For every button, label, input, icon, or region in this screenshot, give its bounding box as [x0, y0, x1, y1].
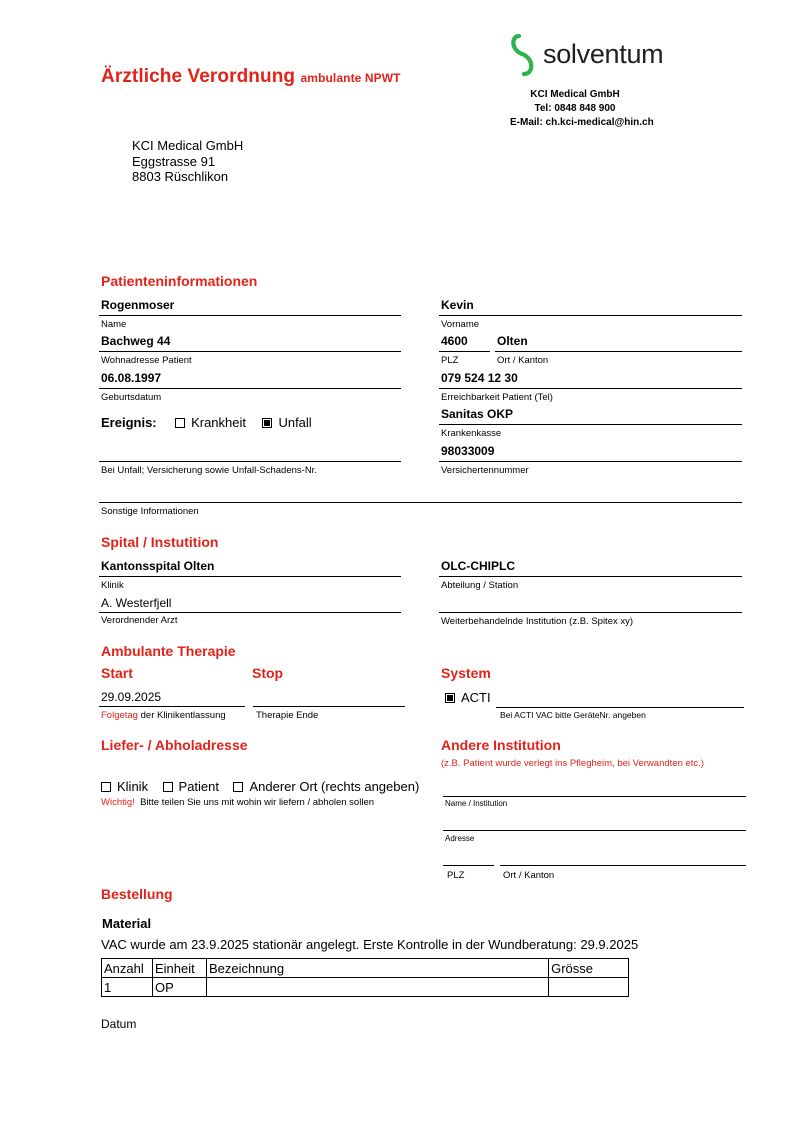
- table-header: Grösse: [549, 959, 629, 978]
- company-email: E-Mail: ch.kci-medical@hin.ch: [510, 117, 654, 128]
- option-label: Unfall: [278, 415, 312, 430]
- label-name: Name: [101, 319, 127, 330]
- label-institution-plz: PLZ: [447, 870, 465, 881]
- label-phone: Erreichbarkeit Patient (Tel): [441, 392, 553, 403]
- label-institution-name: Name / Institution: [445, 799, 508, 808]
- label-address: Wohnadresse Patient: [101, 355, 192, 366]
- order-note: VAC wurde am 23.9.2025 stationär angelegt. Erste Kontrolle in der Wundberatung: 29.9.2025: [101, 937, 639, 952]
- patient-insurer: Sanitas OKP: [441, 407, 514, 421]
- table-header: Anzahl: [102, 959, 153, 978]
- delivery-options: [101, 778, 419, 796]
- section-hospital: Spital / Instutition: [101, 534, 219, 550]
- delivery-option-klinik[interactable]: [101, 779, 148, 794]
- checkbox-icon[interactable]: [101, 782, 111, 792]
- label-institution-city: Ort / Kanton: [503, 870, 555, 881]
- patient-plz: 4600: [441, 334, 468, 348]
- label-stop-caption: Therapie Ende: [256, 710, 319, 721]
- solventum-logo: [508, 33, 688, 79]
- checkbox-icon[interactable]: [233, 782, 243, 792]
- section-patient: Patienteninformationen: [101, 273, 258, 289]
- label-clinic: Klinik: [101, 580, 124, 591]
- company-tel: Tel: 0848 848 900: [534, 103, 616, 114]
- event-row: [101, 414, 312, 432]
- table-cell: OP: [152, 978, 206, 997]
- option-label: Klinik: [117, 779, 149, 794]
- label-follow-institution: Weiterbehandelnde Institution (z.B. Spitex xy): [441, 616, 634, 627]
- checkbox-checked-icon[interactable]: [262, 418, 272, 428]
- start-caption-red: Folgetag: [101, 710, 138, 721]
- delivery-option-patient[interactable]: [163, 779, 219, 794]
- patient-last-name: Rogenmoser: [101, 298, 175, 312]
- label-doctor: Verordnender Arzt: [101, 615, 178, 626]
- recipient-name: KCI Medical GmbH: [132, 138, 244, 153]
- recipient-address: [132, 138, 243, 185]
- section-delivery: Liefer- / Abholadresse: [101, 737, 248, 753]
- table-header-row: [102, 959, 629, 978]
- patient-phone: 079 524 12 30: [441, 371, 518, 385]
- label-start: Start: [101, 665, 133, 681]
- hospital-clinic: Kantonsspital Olten: [101, 559, 215, 573]
- other-institution-note: (z.B. Patient wurde verlegt ins Pflegheim, bei Verwandten etc.): [441, 758, 704, 769]
- material-label: Material: [102, 916, 152, 931]
- company-name: KCI Medical GmbH: [530, 89, 620, 100]
- event-option-unfall[interactable]: [262, 415, 311, 430]
- patient-insured-no: 98033009: [441, 444, 495, 458]
- recipient-street: Eggstrasse 91: [132, 153, 216, 169]
- page-subtitle: ambulante NPWT: [300, 71, 401, 85]
- patient-city: Olten: [497, 334, 528, 348]
- page-title: [101, 66, 401, 88]
- warning-text: Bitte teilen Sie uns mit wohin wir liefern / abholen sollen: [140, 797, 375, 808]
- section-therapy: Ambulante Therapie: [101, 643, 236, 659]
- table-cell: [549, 978, 629, 997]
- patient-first-name: Kevin: [441, 298, 474, 312]
- date-label: Datum: [101, 1017, 137, 1031]
- label-start-caption: [101, 710, 226, 721]
- table-header: Bezeichnung: [206, 959, 548, 978]
- option-label: Patient: [178, 779, 220, 794]
- label-city: Ort / Kanton: [497, 355, 549, 366]
- label-insured-no: Versichertennummer: [441, 465, 529, 476]
- label-other-info: Sonstige Informationen: [101, 506, 199, 517]
- option-label: ACTI: [461, 690, 491, 705]
- label-system: System: [441, 665, 491, 681]
- label-department: Abteilung / Station: [441, 580, 519, 591]
- patient-address: Bachweg 44: [101, 334, 171, 348]
- delivery-option-other[interactable]: [233, 779, 419, 794]
- solventum-s-icon: [508, 33, 538, 79]
- hospital-doctor: A. Westerfjell: [101, 596, 172, 610]
- option-label: Krankheit: [191, 415, 246, 430]
- table-header: Einheit: [152, 959, 206, 978]
- section-order: Bestellung: [101, 886, 173, 902]
- label-plz: PLZ: [441, 355, 459, 366]
- label-accident: Bei Unfall; Versicherung sowie Unfall-Schadens-Nr.: [101, 465, 317, 476]
- option-label: Anderer Ort (rechts angeben): [249, 779, 420, 794]
- patient-dob: 06.08.1997: [101, 371, 162, 385]
- event-option-krankheit[interactable]: [175, 415, 246, 430]
- section-other-institution: Andere Institution: [441, 737, 561, 753]
- checkbox-icon[interactable]: [163, 782, 173, 792]
- hospital-department: OLC-CHIPLC: [441, 559, 515, 573]
- company-info: [500, 88, 650, 116]
- recipient-city: 8803 Rüschlikon: [132, 169, 229, 184]
- system-option-acti[interactable]: [445, 690, 491, 705]
- table-row: [102, 978, 629, 997]
- start-caption-text: der Klinikentlassung: [140, 710, 226, 721]
- label-system-caption: Bei ACTI VAC bitte GeräteNr. angeben: [500, 710, 646, 720]
- label-dob: Geburtsdatum: [101, 392, 162, 403]
- label-insurer: Krankenkasse: [441, 428, 502, 439]
- title-text: Ärztliche Verordnung: [101, 66, 296, 87]
- label-institution-address: Adresse: [445, 834, 475, 843]
- delivery-warning: [101, 797, 374, 808]
- label-stop: Stop: [252, 665, 284, 681]
- checkbox-checked-icon[interactable]: [445, 693, 455, 703]
- table-cell: [206, 978, 548, 997]
- therapy-start-date: 29.09.2025: [101, 690, 162, 704]
- checkbox-icon[interactable]: [175, 418, 185, 428]
- warning-red: Wichtig!: [101, 797, 135, 808]
- material-table: [101, 958, 629, 997]
- event-label: Ereignis:: [101, 415, 157, 430]
- brand-name: solventum: [543, 39, 664, 69]
- label-first-name: Vorname: [441, 319, 480, 330]
- table-cell: 1: [102, 978, 153, 997]
